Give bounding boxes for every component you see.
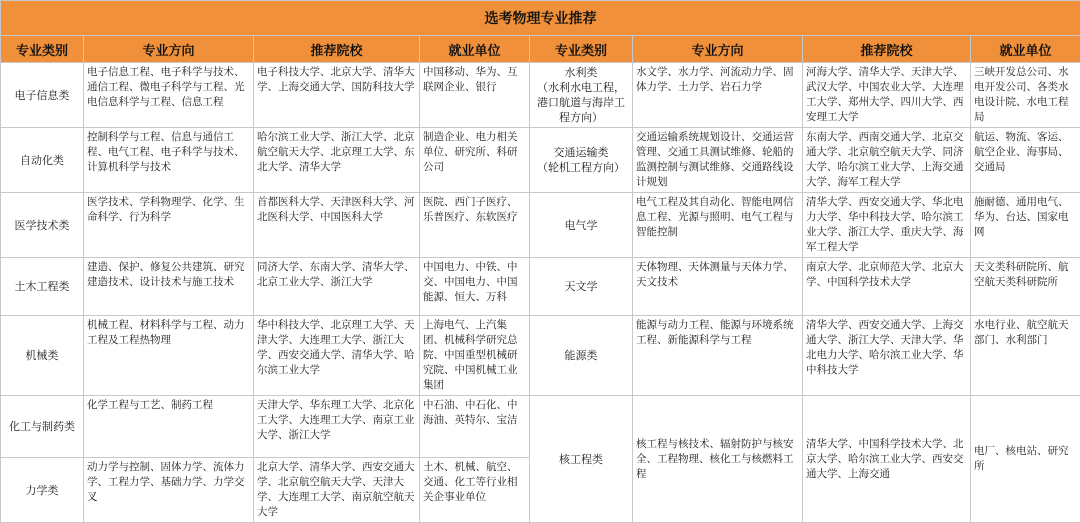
header-schools: 推荐院校 — [254, 36, 420, 63]
category-cell: 交通运输类 （轮机工程方向） — [530, 128, 633, 193]
schools-cell: 华中科技大学、北京理工大学、天津大学、大连理工大学、浙江大学、西安交通大学、清华大学、哈尔滨工业大学 — [254, 316, 420, 396]
category-cell: 土木工程类 — [1, 258, 84, 316]
table-row — [1, 396, 1080, 458]
table-row — [1, 316, 1080, 396]
employers-cell: 医院、西门子医疗、乐普医疗、东软医疗 — [420, 193, 530, 258]
direction-cell: 动力学与控制、固体力学、流体力学、工程力学、基础力学、力学交叉 — [84, 458, 254, 523]
direction-cell: 化学工程与工艺、制药工程 — [84, 396, 254, 458]
direction-cell: 天体物理、天体测量与天体力学、天文技术 — [633, 258, 803, 316]
employers-cell: 电厂、核电站、研究所 — [971, 396, 1080, 523]
direction-cell: 交通运输系统规划设计、交通运营管理、交通工具测试维修、轮船的监测控制与测试维修、交通路线设计规划 — [633, 128, 803, 193]
table-row — [1, 63, 1080, 128]
header-employers: 就业单位 — [971, 36, 1080, 63]
table-row — [1, 128, 1080, 193]
category-cell: 天文学 — [530, 258, 633, 316]
direction-cell: 水文学、水力学、河流动力学、固体力学、土力学、岩石力学 — [633, 63, 803, 128]
category-cell: 机械类 — [1, 316, 84, 396]
schools-cell: 河海大学、清华大学、天津大学、武汉大学、中国农业大学、大连理工大学、郑州大学、四川大学、西安理工大学 — [803, 63, 971, 128]
employers-cell: 航运、物流、客运、航空企业、海事局、交通局 — [971, 128, 1080, 193]
schools-cell: 东南大学、西南交通大学、北京交通大学、北京航空航天大学、同济大学、哈尔滨工业大学、上海交通大学、海军工程大学 — [803, 128, 971, 193]
header-category: 专业类别 — [530, 36, 633, 63]
header-employers: 就业单位 — [420, 36, 530, 63]
category-cell: 医学技术类 — [1, 193, 84, 258]
employers-cell: 制造企业、电力相关单位、研究所、科研公司 — [420, 128, 530, 193]
direction-cell: 电子信息工程、电子科学与技术、通信工程、微电子科学与工程、光电信息科学与工程、信息工程 — [84, 63, 254, 128]
table-row — [1, 193, 1080, 258]
schools-cell: 南京大学、北京师范大学、北京大学、中国科学技术大学 — [803, 258, 971, 316]
schools-cell: 北京大学、清华大学、西安交通大学、北京航空航天大学、天津大学、大连理工大学、南京航空航天大学 — [254, 458, 420, 523]
header-category: 专业类别 — [1, 36, 84, 63]
schools-cell: 清华大学、中国科学技术大学、北京大学、哈尔滨工业大学、西安交通大学、上海交通 — [803, 396, 971, 523]
schools-cell: 首都医科大学、天津医科大学、河北医科大学、中国医科大学 — [254, 193, 420, 258]
schools-cell: 天津大学、华东理工大学、北京化工大学、大连理工大学、南京工业大学、浙江大学 — [254, 396, 420, 458]
header-direction: 专业方向 — [633, 36, 803, 63]
direction-cell: 建造、保护、修复公共建筑、研究建造技术、设计技术与施工技术 — [84, 258, 254, 316]
category-cell: 力学类 — [1, 458, 84, 523]
header-direction: 专业方向 — [84, 36, 254, 63]
table-title: 选考物理专业推荐 — [1, 1, 1080, 36]
schools-cell: 清华大学、西安交通大学、华北电力大学、华中科技大学、哈尔滨工业大学、浙江大学、重庆大学、海军工程大学 — [803, 193, 971, 258]
schools-cell: 哈尔滨工业大学、浙江大学、北京航空航天大学、北京理工大学、东北大学、清华大学 — [254, 128, 420, 193]
category-cell: 电气学 — [530, 193, 633, 258]
category-cell: 水利类 （水利水电工程，港口航道与海岸工程方向） — [530, 63, 633, 128]
employers-cell: 中国移动、华为、互联网企业、银行 — [420, 63, 530, 128]
category-cell: 核工程类 — [530, 396, 633, 523]
category-cell: 化工与制药类 — [1, 396, 84, 458]
direction-cell: 控制科学与工程、信息与通信工程、电气工程、电子科学与技术、计算机科学与技术 — [84, 128, 254, 193]
employers-cell: 水电行业、航空航天部门、水利部门 — [971, 316, 1080, 396]
direction-cell: 电气工程及其自动化、智能电网信息工程、光源与照明、电气工程与智能控制 — [633, 193, 803, 258]
header-schools: 推荐院校 — [803, 36, 971, 63]
schools-cell: 电子科技大学、北京大学、清华大学、上海交通大学、国防科技大学 — [254, 63, 420, 128]
employers-cell: 天文类科研院所、航空航天类科研院所 — [971, 258, 1080, 316]
table-row — [1, 258, 1080, 316]
direction-cell: 能源与动力工程、能源与环境系统工程、新能源科学与工程 — [633, 316, 803, 396]
category-cell: 自动化类 — [1, 128, 84, 193]
employers-cell: 上海电气、上汽集团、机械科学研究总院、中国重型机械研究院、中国机械工业集团 — [420, 316, 530, 396]
schools-cell: 同济大学、东南大学、清华大学、北京工业大学、浙江大学 — [254, 258, 420, 316]
direction-cell: 机械工程、材料科学与工程、动力工程及工程热物理 — [84, 316, 254, 396]
schools-cell: 清华大学、西安交通大学、上海交通大学、浙江大学、天津大学、华北电力大学、哈尔滨工业大学、华中科技大学 — [803, 316, 971, 396]
category-cell: 电子信息类 — [1, 63, 84, 128]
employers-cell: 中石油、中石化、中海油、英特尔、宝洁 — [420, 396, 530, 458]
employers-cell: 三峡开发总公司、水电开发公司、各类水电设计院、水电工程局 — [971, 63, 1080, 128]
direction-cell: 医学技术、学科物理学、化学、生命科学、行为科学 — [84, 193, 254, 258]
direction-cell: 核工程与核技术、辐射防护与核安全、工程物理、核化工与核燃料工程 — [633, 396, 803, 523]
employers-cell: 中国电力、中铁、中交、中国电力、中国能源、恒大、万科 — [420, 258, 530, 316]
employers-cell: 施耐德、通用电气、华为、台达、国家电网 — [971, 193, 1080, 258]
category-cell: 能源类 — [530, 316, 633, 396]
employers-cell: 土木、机械、航空、交通、化工等行业相关企事业单位 — [420, 458, 530, 523]
